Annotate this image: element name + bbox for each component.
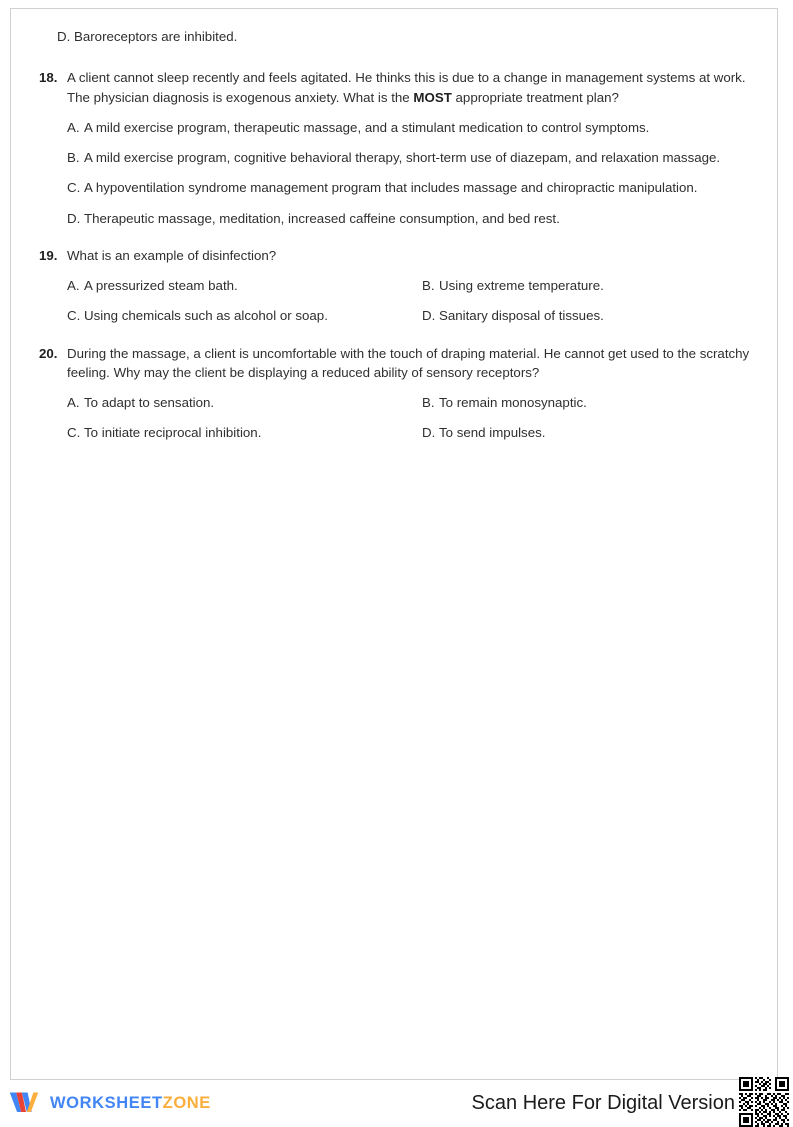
question-19 [39,246,753,326]
option-text: A hypoventilation syndrome management program that includes massage and chiropractic manipulation. [84,180,698,196]
question-20-number: 20. [39,345,58,361]
option-letter: C. [67,425,81,441]
option-letter: A. [67,395,80,411]
option-letter: B. [422,395,435,411]
question-20-options [39,393,753,443]
question-19-option-d[interactable] [422,306,753,325]
question-20 [39,344,753,443]
question-18-option-d[interactable] [67,209,753,228]
question-18 [39,68,753,228]
option-text: A mild exercise program, therapeutic massage, and a stimulant medication to control symptoms. [84,119,650,135]
qr-code-icon[interactable] [739,1077,789,1127]
question-18-option-a[interactable] [67,118,753,137]
question-19-option-b[interactable] [422,276,753,295]
worksheet-page-frame [10,8,778,1080]
option-text: Using chemicals such as alcohol or soap. [84,308,328,324]
question-20-option-d[interactable] [422,423,753,442]
option-letter: B. [422,278,435,294]
option-text: To remain monosynaptic. [439,395,587,411]
question-19-option-a[interactable] [67,276,422,295]
option-letter: B. [67,150,80,166]
worksheet-zone-logo[interactable] [8,1087,211,1119]
logo-wordmark [50,1095,211,1112]
logo-word-primary: WORKSHEET [50,1093,163,1112]
option-text: Sanitary disposal of tissues. [439,308,604,324]
continued-option-line: D. Baroreceptors are inhibited. [57,29,238,44]
option-letter: A. [67,278,80,294]
scan-digital-version[interactable] [472,1084,789,1122]
scan-label: Scan Here For Digital Version [471,1092,735,1114]
worksheet-zone-w-mark [8,1090,44,1116]
logo-word-secondary: ZONE [162,1093,211,1112]
option-text: Using extreme temperature. [439,278,604,294]
question-19-option-c[interactable] [67,306,422,325]
option-text: A pressurized steam bath. [84,278,238,294]
question-20-option-c[interactable] [67,423,422,442]
option-text: To send impulses. [439,425,546,441]
question-18-option-b[interactable] [67,148,753,167]
question-18-number: 18. [39,70,58,86]
question-18-text-part2: appropriate treatment plan? [451,89,619,105]
option-letter: C. [67,308,81,324]
question-18-text-part1: A client cannot sleep recently and feels agitated. He thinks this is due to a change in management systems at work. The physician diagnosis is exogenous anxiety. What is the [67,70,746,105]
question-20-option-a[interactable] [67,393,422,412]
option-letter: D. [67,210,81,226]
question-19-number: 19. [39,247,58,263]
question-19-text: What is an example of disinfection? [67,247,277,263]
option-text: To adapt to sensation. [84,395,215,411]
question-18-option-c[interactable] [67,178,753,197]
worksheet-content [11,9,777,443]
question-20-header [39,344,753,383]
option-text: A mild exercise program, cognitive behavioral therapy, short-term use of diazepam, and relaxation massage. [84,150,721,166]
option-text: To initiate reciprocal inhibition. [84,425,262,441]
page-footer [0,1084,793,1122]
question-19-options [39,276,753,326]
question-18-header [39,68,753,107]
option-letter: D. [422,425,436,441]
question-18-text [67,68,753,107]
question-18-emphasis: MOST [413,89,452,105]
option-letter: C. [67,180,81,196]
question-20-text: During the massage, a client is uncomfortable with the touch of draping material. He cannot get used to the scratchy feeling. Why may the client be displaying a reduced ability of sensory receptors? [67,345,750,380]
question-18-options [39,118,753,228]
option-letter: D. [422,308,436,324]
question-20-option-b[interactable] [422,393,753,412]
question-19-header [39,246,753,265]
option-letter: A. [67,119,80,135]
option-text: Therapeutic massage, meditation, increased caffeine consumption, and bed rest. [84,210,560,226]
